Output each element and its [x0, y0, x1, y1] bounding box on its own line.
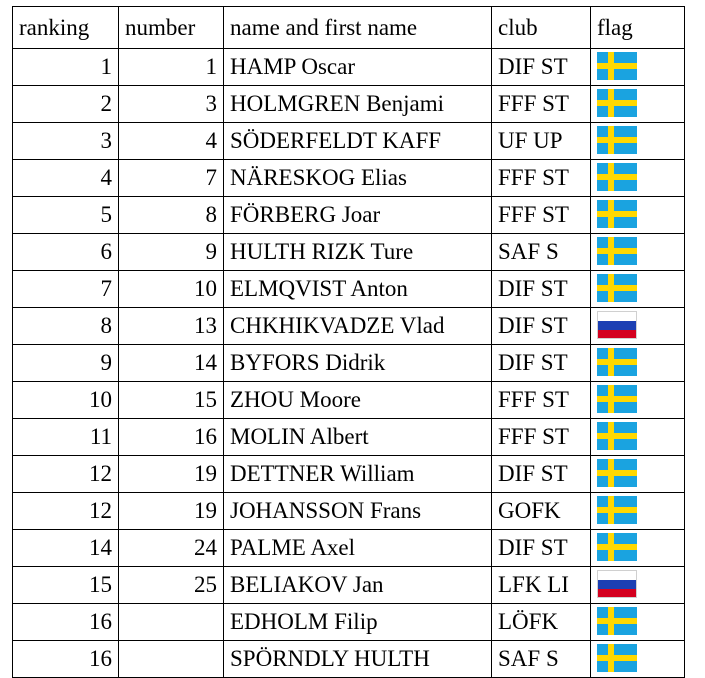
header-ranking: ranking	[13, 7, 119, 49]
number-cell: 4	[119, 123, 224, 160]
number-cell: 24	[119, 530, 224, 567]
number-cell: 9	[119, 234, 224, 271]
results-body	[13, 49, 685, 678]
club-cell: LÖFK	[492, 604, 591, 641]
table-row	[13, 456, 685, 493]
header-club: club	[492, 7, 591, 49]
name-cell: SPÖRNDLY HULTH	[224, 641, 492, 678]
header-name: name and first name	[224, 7, 492, 49]
ranking-cell: 12	[13, 493, 119, 530]
flag-cell	[591, 641, 685, 678]
name-cell: ZHOU Moore	[224, 382, 492, 419]
number-cell: 10	[119, 271, 224, 308]
sweden-flag-icon	[597, 274, 637, 302]
name-cell: HULTH RIZK Ture	[224, 234, 492, 271]
number-cell: 13	[119, 308, 224, 345]
name-cell: JOHANSSON Frans	[224, 493, 492, 530]
club-cell: FFF ST	[492, 382, 591, 419]
table-row	[13, 271, 685, 308]
table-row	[13, 197, 685, 234]
flag-cell	[591, 308, 685, 345]
sweden-flag-icon	[597, 348, 637, 376]
ranking-cell: 10	[13, 382, 119, 419]
ranking-cell: 4	[13, 160, 119, 197]
name-cell: BYFORS Didrik	[224, 345, 492, 382]
flag-cell	[591, 567, 685, 604]
name-cell: NÄRESKOG Elias	[224, 160, 492, 197]
club-cell: FFF ST	[492, 197, 591, 234]
number-cell: 14	[119, 345, 224, 382]
ranking-cell: 14	[13, 530, 119, 567]
sweden-flag-icon	[597, 459, 637, 487]
club-cell: FFF ST	[492, 160, 591, 197]
number-cell: 1	[119, 49, 224, 86]
table-row	[13, 123, 685, 160]
name-cell: MOLIN Albert	[224, 419, 492, 456]
club-cell: DIF ST	[492, 308, 591, 345]
table-row	[13, 493, 685, 530]
name-cell: EDHOLM Filip	[224, 604, 492, 641]
table-row	[13, 567, 685, 604]
number-cell: 16	[119, 419, 224, 456]
club-cell: DIF ST	[492, 530, 591, 567]
ranking-cell: 6	[13, 234, 119, 271]
sweden-flag-icon	[597, 385, 637, 413]
ranking-cell: 8	[13, 308, 119, 345]
flag-cell	[591, 234, 685, 271]
name-cell: CHKHIKVADZE Vlad	[224, 308, 492, 345]
club-cell: LFK LI	[492, 567, 591, 604]
name-cell: BELIAKOV Jan	[224, 567, 492, 604]
club-cell: FFF ST	[492, 86, 591, 123]
table-row	[13, 308, 685, 345]
number-cell: 19	[119, 456, 224, 493]
sweden-flag-icon	[597, 237, 637, 265]
table-row	[13, 345, 685, 382]
ranking-cell: 9	[13, 345, 119, 382]
header-row	[13, 7, 685, 49]
table-row	[13, 160, 685, 197]
results-table	[12, 6, 685, 678]
table-row	[13, 530, 685, 567]
name-cell: PALME Axel	[224, 530, 492, 567]
number-cell: 19	[119, 493, 224, 530]
club-cell: SAF S	[492, 234, 591, 271]
name-cell: HAMP Oscar	[224, 49, 492, 86]
flag-cell	[591, 123, 685, 160]
club-cell: UF UP	[492, 123, 591, 160]
number-cell	[119, 641, 224, 678]
flag-cell	[591, 49, 685, 86]
number-cell: 7	[119, 160, 224, 197]
number-cell: 8	[119, 197, 224, 234]
sweden-flag-icon	[597, 607, 637, 635]
club-cell: FFF ST	[492, 419, 591, 456]
club-cell: DIF ST	[492, 49, 591, 86]
sweden-flag-icon	[597, 644, 637, 672]
table-row	[13, 234, 685, 271]
ranking-cell: 11	[13, 419, 119, 456]
ranking-cell: 16	[13, 641, 119, 678]
flag-cell	[591, 271, 685, 308]
flag-cell	[591, 530, 685, 567]
sweden-flag-icon	[597, 200, 637, 228]
club-cell: DIF ST	[492, 345, 591, 382]
flag-cell	[591, 86, 685, 123]
flag-cell	[591, 456, 685, 493]
table-row	[13, 419, 685, 456]
number-cell	[119, 604, 224, 641]
ranking-cell: 15	[13, 567, 119, 604]
ranking-cell: 7	[13, 271, 119, 308]
flag-cell	[591, 419, 685, 456]
flag-cell	[591, 160, 685, 197]
table-row	[13, 641, 685, 678]
ranking-cell: 2	[13, 86, 119, 123]
flag-cell	[591, 604, 685, 641]
table-row	[13, 604, 685, 641]
name-cell: HOLMGREN Benjami	[224, 86, 492, 123]
club-cell: DIF ST	[492, 271, 591, 308]
sweden-flag-icon	[597, 496, 637, 524]
flag-cell	[591, 345, 685, 382]
sweden-flag-icon	[597, 422, 637, 450]
name-cell: SÖDERFELDT KAFF	[224, 123, 492, 160]
club-cell: SAF S	[492, 641, 591, 678]
flag-cell	[591, 382, 685, 419]
ranking-cell: 1	[13, 49, 119, 86]
header-flag: flag	[591, 7, 685, 49]
club-cell: GOFK	[492, 493, 591, 530]
table-row	[13, 49, 685, 86]
flag-cell	[591, 197, 685, 234]
name-cell: FÖRBERG Joar	[224, 197, 492, 234]
ranking-cell: 12	[13, 456, 119, 493]
sweden-flag-icon	[597, 89, 637, 117]
sweden-flag-icon	[597, 52, 637, 80]
sweden-flag-icon	[597, 126, 637, 154]
name-cell: DETTNER William	[224, 456, 492, 493]
sweden-flag-icon	[597, 533, 637, 561]
number-cell: 25	[119, 567, 224, 604]
flag-cell	[591, 493, 685, 530]
club-cell: DIF ST	[492, 456, 591, 493]
table-row	[13, 382, 685, 419]
sweden-flag-icon	[597, 163, 637, 191]
table-row	[13, 86, 685, 123]
name-cell: ELMQVIST Anton	[224, 271, 492, 308]
russia-flag-icon	[597, 570, 637, 598]
ranking-cell: 5	[13, 197, 119, 234]
russia-flag-icon	[597, 311, 637, 339]
ranking-cell: 3	[13, 123, 119, 160]
header-number: number	[119, 7, 224, 49]
number-cell: 3	[119, 86, 224, 123]
number-cell: 15	[119, 382, 224, 419]
ranking-cell: 16	[13, 604, 119, 641]
